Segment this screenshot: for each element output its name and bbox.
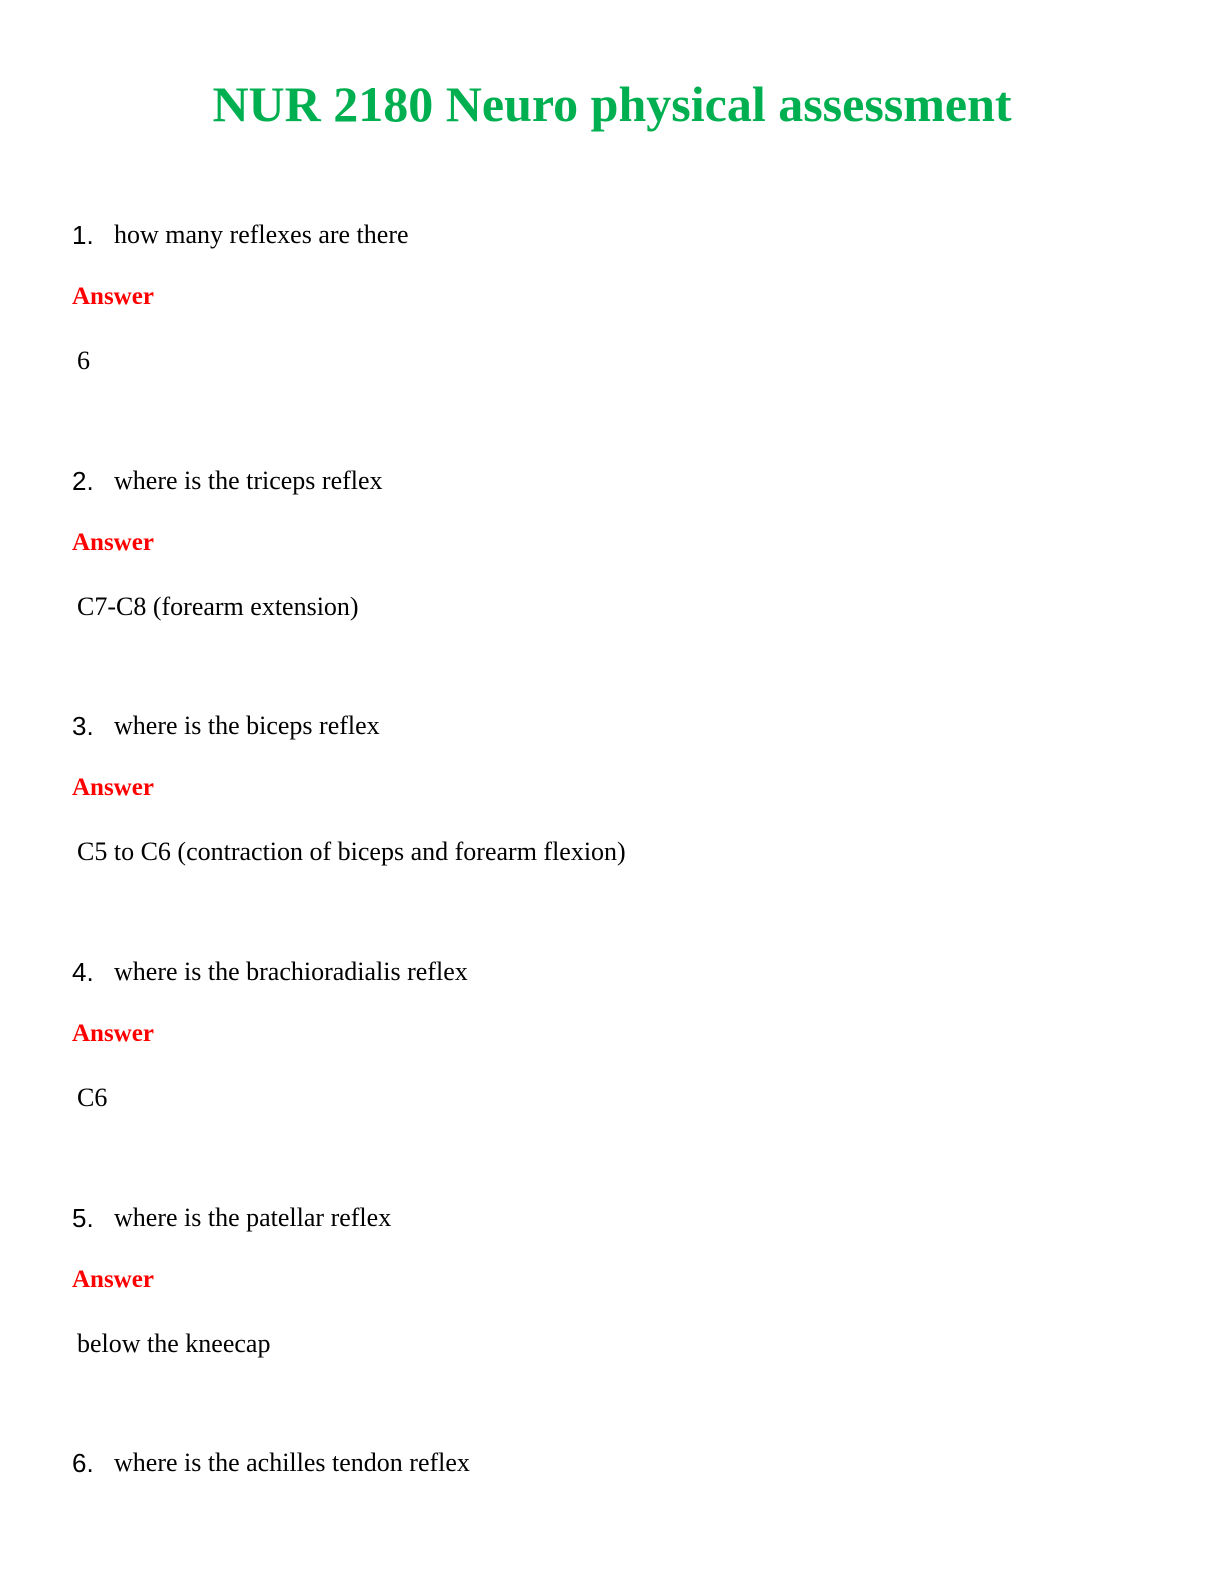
question-number: 2.	[72, 466, 94, 496]
question-text: where is the patellar reflex	[114, 1203, 392, 1232]
question-text: where is the triceps reflex	[114, 466, 383, 495]
question-number: 4.	[72, 957, 94, 987]
question-text: where is the achilles tendon reflex	[114, 1448, 470, 1477]
answer-label: Answer	[72, 1020, 154, 1047]
question-number: 1.	[72, 220, 94, 250]
question-number: 5.	[72, 1203, 94, 1233]
answer-label: Answer	[72, 529, 154, 556]
answer-label: Answer	[72, 774, 154, 801]
answer-text: C6	[77, 1083, 108, 1112]
answer-label: Answer	[72, 1266, 154, 1293]
question-text: where is the biceps reflex	[114, 711, 380, 740]
answer-text: C5 to C6 (contraction of biceps and forearm flexion)	[77, 837, 626, 866]
question-number: 3.	[72, 711, 94, 741]
question-block	[0, 1201, 1224, 1441]
question-text: how many reflexes are there	[114, 220, 409, 249]
question-number: 6.	[72, 1448, 94, 1478]
question-block	[0, 218, 1224, 458]
question-text: where is the brachioradialis reflex	[114, 957, 468, 986]
answer-text: C7-C8 (forearm extension)	[77, 592, 359, 621]
answer-text: 6	[77, 346, 90, 375]
question-block	[0, 955, 1224, 1195]
answer-label: Answer	[72, 283, 154, 310]
question-block	[0, 709, 1224, 949]
question-block	[0, 1446, 1224, 1506]
answer-text: below the kneecap	[77, 1329, 271, 1358]
question-block	[0, 464, 1224, 704]
page-title: NUR 2180 Neuro physical assessment	[212, 76, 1012, 132]
